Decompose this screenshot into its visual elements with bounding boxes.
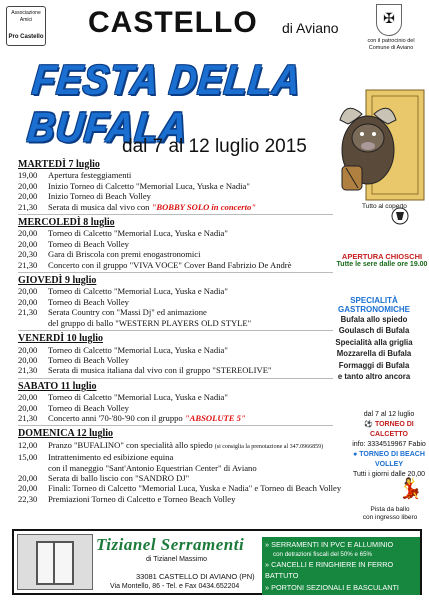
event-time: 12,00 bbox=[18, 439, 38, 450]
service-item: » SERRAMENTI IN PVC E ALLUMINIO bbox=[265, 539, 417, 551]
event-text: Torneo di Calcetto "Memorial Luca, Yuska e Nadia" bbox=[48, 228, 228, 239]
event-text: Serata di musica dal vivo con bbox=[48, 201, 152, 212]
program-day-heading: MARTEDÌ 7 luglio bbox=[18, 159, 100, 170]
program-event bbox=[18, 483, 342, 494]
soccer-ball-icon: ⚽ bbox=[364, 421, 373, 428]
event-time: 20,00 bbox=[18, 483, 38, 494]
program-event bbox=[18, 440, 333, 452]
specialita-item: Formaggi di Bufala bbox=[338, 360, 410, 370]
program-event bbox=[18, 318, 333, 328]
patron-line-1: con il patrocinio del bbox=[367, 38, 415, 44]
event-dates: dal 7 al 12 luglio 2015 bbox=[122, 136, 307, 157]
event-text: Torneo di Beach Volley bbox=[48, 238, 129, 249]
program-event bbox=[18, 355, 333, 365]
sponsor-footer bbox=[12, 529, 422, 595]
program-event bbox=[18, 494, 333, 504]
torneo-box bbox=[350, 410, 428, 480]
program-event bbox=[18, 202, 333, 212]
program-event bbox=[18, 463, 333, 473]
program-event bbox=[18, 365, 333, 375]
event-text: del gruppo di ballo "WESTERN PLAYERS OLD STYLE" bbox=[48, 317, 252, 328]
festa-banner: FESTA DELLA BUFALA bbox=[25, 57, 303, 152]
event-highlight: "ABSOLUTE 5" bbox=[184, 412, 246, 423]
program-event bbox=[18, 413, 333, 423]
program-event bbox=[18, 228, 333, 238]
page-title: CASTELLO bbox=[88, 6, 258, 39]
event-time bbox=[18, 463, 48, 473]
event-time: 20,00 bbox=[18, 472, 38, 483]
program-day-heading: MERCOLEDÌ 8 luglio bbox=[18, 217, 115, 229]
torneo-dates: dal 7 al 12 luglio bbox=[363, 411, 415, 418]
event-time: 20,00 bbox=[18, 228, 38, 239]
program-day-heading: DOMENICA 12 luglio bbox=[18, 428, 114, 440]
event-text: Serata Country con "Massi Dj" ed animazione bbox=[48, 307, 207, 318]
event-note: (si consiglia la prenotazione al 347.0966859) bbox=[214, 443, 324, 450]
event-time: 19,00 bbox=[18, 170, 38, 181]
event-text: Apertura festeggiamenti bbox=[48, 170, 132, 181]
torneo-info: info: 3334519967 Fabio bbox=[352, 441, 426, 448]
program-event bbox=[18, 345, 333, 355]
day-separator bbox=[18, 378, 333, 379]
page-subtitle: di Aviano bbox=[282, 20, 339, 36]
sponsor-address: 33081 CASTELLO DI AVIANO (PN) bbox=[136, 572, 255, 581]
event-time: 20,00 bbox=[18, 392, 38, 403]
program-event bbox=[18, 239, 333, 249]
event-highlight: "BOBBY SOLO in concerto" bbox=[151, 201, 257, 212]
event-time: 21,30 bbox=[18, 365, 38, 376]
program-event bbox=[18, 473, 333, 483]
event-time: 21,30 bbox=[18, 201, 38, 212]
event-text: Serata di musica italiana dal vivo con il gruppo "STEREOLIVE" bbox=[48, 365, 272, 376]
event-text: Premiazioni Torneo di Calcetto e Torneo Beach Volley bbox=[48, 493, 236, 504]
service-item: » PORTONI SEZIONALI E BASCULANTI bbox=[265, 582, 417, 594]
program-event bbox=[18, 191, 333, 201]
event-time: 20,00 bbox=[18, 286, 38, 297]
sponsor-contact: Via Montello, 86 - Tel. e Fax 0434.652204 bbox=[110, 583, 240, 590]
event-time: 20,00 bbox=[18, 180, 38, 191]
logo-sub: Pro Castello bbox=[8, 34, 44, 40]
specialita-item: Goulasch di Bufala bbox=[338, 326, 410, 336]
specialita-title: SPECIALITÀ GASTRONOMICHE bbox=[338, 296, 410, 314]
event-text: Inizio Torneo di Calcetto "Memorial Luca, Yuska e Nadia" bbox=[48, 180, 250, 191]
event-text: Concerto con il gruppo "VIVA VOCE" Cover Band Fabrizio De Andrè bbox=[48, 259, 292, 270]
torneo-volley-label: TORNEO DI BEACH VOLLEY bbox=[359, 451, 425, 468]
day-separator bbox=[18, 425, 333, 426]
program-event bbox=[18, 181, 333, 191]
program-event bbox=[18, 260, 333, 270]
day-separator bbox=[18, 272, 333, 273]
event-time: 20,00 bbox=[18, 191, 38, 202]
apertura-chioschi bbox=[336, 252, 428, 268]
pista-line-1: Pista da ballo bbox=[370, 506, 410, 513]
dancers-icon: 💃 bbox=[398, 478, 423, 500]
program-event bbox=[18, 286, 333, 296]
event-time: 20,00 bbox=[18, 238, 38, 249]
event-text: Finali: Torneo di Calcetto "Memorial Luca, Yuska e Nadia" e Torneo di Beach Volley bbox=[48, 483, 342, 494]
event-text: Torneo di Calcetto "Memorial Luca, Yuska e Nadia" bbox=[48, 286, 228, 297]
volleyball-icon: ● bbox=[353, 451, 358, 458]
event-time: 20,30 bbox=[18, 249, 38, 260]
event-time: 20,00 bbox=[18, 354, 38, 365]
event-text: Concerto anni '70-'80-'90 con il gruppo bbox=[48, 412, 185, 423]
day-separator bbox=[18, 330, 333, 331]
covered-note: Tutto al coperto bbox=[362, 203, 407, 210]
event-time: 22,30 bbox=[18, 493, 38, 504]
event-text: Torneo di Beach Volley bbox=[48, 354, 129, 365]
patron-line-2: Comune di Aviano bbox=[368, 45, 414, 51]
event-text: Torneo di Calcetto "Memorial Luca, Yuska e Nadia" bbox=[48, 392, 228, 403]
event-text: con il maneggio "Sant'Antonio Equestrian Center" di Aviano bbox=[48, 462, 257, 473]
program-event bbox=[18, 297, 333, 307]
event-text: Torneo di Beach Volley bbox=[48, 296, 129, 307]
program-day-heading: VENERDÌ 10 luglio bbox=[18, 333, 104, 345]
pista-note bbox=[352, 506, 428, 522]
torneo-calcetto bbox=[350, 420, 428, 440]
event-text: Torneo di Calcetto "Memorial Luca, Yuska e Nadia" bbox=[48, 344, 228, 355]
specialita-item: Mozzarella di Bufala bbox=[336, 349, 412, 359]
event-time bbox=[18, 318, 48, 328]
event-time: 20,00 bbox=[18, 402, 38, 413]
program-event bbox=[18, 249, 333, 259]
pro-castello-logo bbox=[6, 6, 46, 46]
event-time: 21,30 bbox=[18, 307, 38, 318]
event-text: Pranzo "BUFALINO" con specialità allo spiedo bbox=[48, 439, 215, 450]
event-time: 20,00 bbox=[18, 344, 38, 355]
program-event bbox=[18, 170, 333, 180]
program-day-heading: SABATO 11 luglio bbox=[18, 380, 97, 392]
window-icon bbox=[36, 541, 74, 585]
pista-line-2: con ingresso libero bbox=[362, 514, 418, 521]
service-item: » CANCELLI E RINGHIERE IN FERRO BATTUTO bbox=[265, 559, 417, 582]
apertura-subtitle: Tutte le sere dalle ore 19.00 bbox=[336, 261, 428, 268]
event-time: 21,30 bbox=[18, 259, 38, 270]
program-event bbox=[18, 392, 333, 402]
torneo-time: Tutti i giorni dalle 20,00 bbox=[352, 471, 426, 478]
window-image bbox=[17, 534, 93, 590]
torneo-calcetto-label: TORNEO DI CALCETTO bbox=[370, 421, 414, 438]
program-event bbox=[18, 403, 333, 413]
event-text: Gara di Briscola con premi enogastronomici bbox=[48, 249, 201, 260]
program-event bbox=[18, 452, 333, 462]
patronage-note bbox=[354, 38, 428, 52]
program bbox=[18, 159, 342, 504]
event-text: Inizio Torneo di Beach Volley bbox=[48, 191, 151, 202]
program-day-heading: GIOVEDÌ 9 luglio bbox=[18, 275, 97, 287]
event-text: Torneo di Beach Volley bbox=[48, 402, 129, 413]
sponsor-owner: di Tizianel Massimo bbox=[146, 556, 208, 563]
specialita-box bbox=[320, 296, 428, 382]
logo-text: Associazione Amici bbox=[11, 10, 41, 23]
sponsor-brand: Tizianel Serramenti bbox=[96, 535, 245, 554]
event-text: Serata di ballo liscio con "SANDRO DJ" bbox=[48, 472, 190, 483]
specialita-item: e tanto altro ancora bbox=[337, 372, 411, 382]
sponsor-services bbox=[262, 537, 420, 595]
specialita-item: Specialità alla griglia bbox=[335, 337, 413, 347]
event-time: 21,30 bbox=[18, 412, 38, 423]
event-text: Intrattenimento ed esibizione equina bbox=[48, 452, 174, 463]
torneo-volley bbox=[350, 450, 428, 470]
specialita-item: Bufala allo spiedo bbox=[340, 315, 408, 324]
comune-crest-icon: ✠ bbox=[376, 4, 402, 36]
event-time: 20,00 bbox=[18, 296, 38, 307]
service-item: con detrazioni fiscali del 50% e 65% bbox=[273, 550, 373, 558]
apertura-title: APERTURA CHIOSCHI bbox=[341, 252, 423, 261]
program-event bbox=[18, 307, 333, 317]
event-time: 15,00 bbox=[18, 452, 38, 463]
day-separator bbox=[18, 214, 333, 215]
